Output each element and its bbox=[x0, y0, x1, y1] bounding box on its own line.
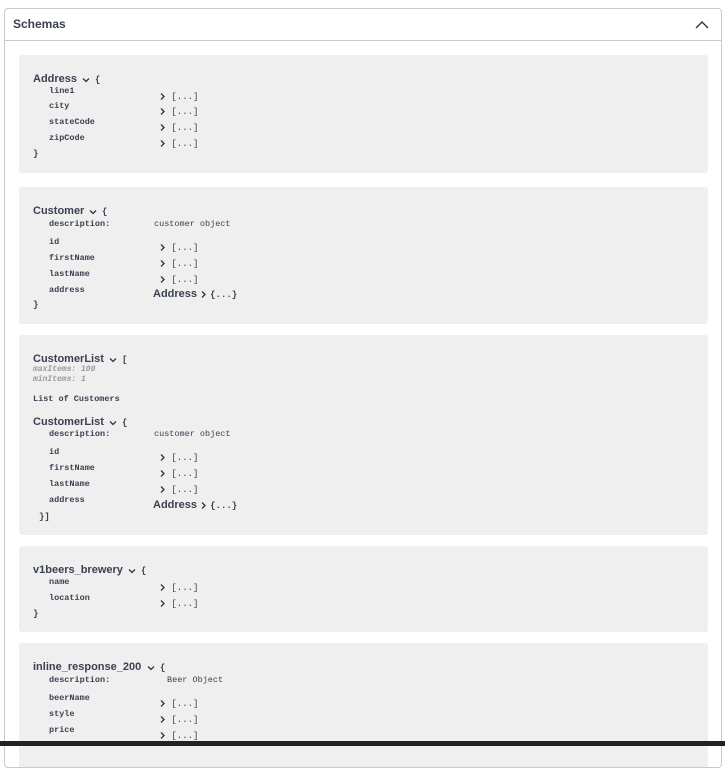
description-label: description: bbox=[49, 675, 111, 685]
prop-lastname: lastName bbox=[49, 479, 90, 489]
expand-city[interactable] bbox=[159, 107, 198, 117]
chevron-right-icon bbox=[159, 244, 166, 251]
expand-firstname[interactable] bbox=[159, 469, 198, 479]
chevron-right-icon bbox=[159, 276, 166, 283]
close-brace-bracket: }] bbox=[39, 512, 50, 522]
prop-beername: beerName bbox=[49, 693, 90, 703]
chevron-right-icon bbox=[159, 470, 166, 477]
expand-location[interactable] bbox=[159, 599, 198, 609]
expand-label: [...] bbox=[171, 243, 199, 253]
chevron-right-icon bbox=[159, 486, 166, 493]
expand-zipcode[interactable] bbox=[159, 139, 198, 149]
chevron-down-icon[interactable] bbox=[109, 419, 117, 427]
close-brace: } bbox=[33, 609, 39, 619]
chevron-right-icon bbox=[200, 291, 207, 298]
expand-price[interactable] bbox=[159, 731, 198, 741]
chevron-right-icon bbox=[159, 140, 166, 147]
expand-label: [...] bbox=[171, 453, 199, 463]
expand-firstname[interactable] bbox=[159, 259, 198, 269]
ref-name: Address bbox=[153, 499, 198, 511]
expand-label: [...] bbox=[171, 469, 199, 479]
model-inline-response-200 bbox=[19, 643, 708, 768]
prop-address: address bbox=[49, 285, 85, 295]
expand-lastname[interactable] bbox=[159, 275, 198, 285]
model-title[interactable]: Customer bbox=[33, 205, 85, 217]
prop-statecode: stateCode bbox=[49, 117, 95, 127]
model-customer bbox=[19, 187, 708, 324]
expand-beername[interactable] bbox=[159, 699, 198, 709]
min-items: minItems: 1 bbox=[33, 375, 86, 384]
model-customerlist bbox=[19, 335, 708, 535]
close-brace: } bbox=[33, 300, 39, 310]
expand-lastname[interactable] bbox=[159, 485, 198, 495]
ref-address[interactable] bbox=[153, 499, 237, 511]
open-brace: { bbox=[160, 663, 166, 673]
description-label: description: bbox=[49, 429, 111, 439]
prop-zipcode: zipCode bbox=[49, 133, 85, 143]
expand-label: [...] bbox=[171, 123, 199, 133]
expand-label: [...] bbox=[171, 583, 199, 593]
schemas-header[interactable] bbox=[5, 9, 721, 41]
expand-label: [...] bbox=[171, 699, 199, 709]
item-title[interactable]: CustomerList bbox=[33, 416, 104, 428]
model-title[interactable]: inline_response_200 bbox=[33, 661, 142, 673]
model-title[interactable]: CustomerList bbox=[33, 353, 104, 365]
prop-price: price bbox=[49, 725, 75, 735]
ref-name: Address bbox=[153, 288, 198, 300]
model-title[interactable]: v1beers_brewery bbox=[33, 564, 123, 576]
prop-firstname: firstName bbox=[49, 463, 95, 473]
open-brace: { bbox=[141, 566, 147, 576]
expand-statecode[interactable] bbox=[159, 123, 198, 133]
open-bracket: [ bbox=[122, 355, 128, 365]
list-description: List of Customers bbox=[33, 394, 120, 404]
description-value: customer object bbox=[154, 219, 231, 229]
prop-address: address bbox=[49, 495, 85, 505]
close-brace: } bbox=[33, 149, 39, 159]
prop-city: city bbox=[49, 101, 70, 111]
expand-label: [...] bbox=[171, 599, 199, 609]
chevron-right-icon bbox=[159, 108, 166, 115]
expand-line1[interactable] bbox=[159, 92, 198, 102]
chevron-down-icon[interactable] bbox=[147, 664, 155, 672]
expand-label: [...] bbox=[171, 275, 199, 285]
chevron-right-icon bbox=[159, 454, 166, 461]
chevron-down-icon[interactable] bbox=[82, 76, 90, 84]
bottom-edge-bar bbox=[0, 741, 725, 746]
chevron-right-icon bbox=[159, 732, 166, 739]
prop-name: name bbox=[49, 577, 70, 587]
prop-firstname: firstName bbox=[49, 253, 95, 263]
ref-expand-label: {...} bbox=[210, 290, 238, 300]
description-value: customer object bbox=[154, 429, 231, 439]
expand-label: [...] bbox=[171, 92, 199, 102]
expand-label: [...] bbox=[171, 731, 199, 741]
open-brace: { bbox=[95, 75, 101, 85]
chevron-right-icon bbox=[200, 502, 207, 509]
model-title[interactable]: Address bbox=[33, 73, 78, 85]
description-label: description: bbox=[49, 219, 111, 229]
open-brace: { bbox=[122, 418, 128, 428]
expand-id[interactable] bbox=[159, 243, 198, 253]
expand-name[interactable] bbox=[159, 583, 198, 593]
expand-label: [...] bbox=[171, 259, 199, 269]
chevron-right-icon bbox=[159, 716, 166, 723]
model-v1beers-brewery bbox=[19, 546, 708, 632]
chevron-right-icon bbox=[159, 600, 166, 607]
open-brace: { bbox=[102, 207, 108, 217]
chevron-right-icon bbox=[159, 260, 166, 267]
chevron-right-icon bbox=[159, 584, 166, 591]
chevron-down-icon[interactable] bbox=[89, 208, 97, 216]
expand-label: [...] bbox=[171, 485, 199, 495]
chevron-right-icon bbox=[159, 700, 166, 707]
prop-id: id bbox=[49, 447, 60, 457]
chevron-down-icon[interactable] bbox=[109, 356, 117, 364]
schemas-section bbox=[4, 8, 722, 768]
expand-label: [...] bbox=[171, 107, 199, 117]
model-address bbox=[19, 55, 708, 173]
expand-id[interactable] bbox=[159, 453, 198, 463]
prop-style: style bbox=[49, 709, 75, 719]
prop-location: location bbox=[49, 593, 90, 603]
prop-lastname: lastName bbox=[49, 269, 90, 279]
expand-label: [...] bbox=[171, 715, 199, 725]
prop-id: id bbox=[49, 237, 60, 247]
ref-address[interactable] bbox=[153, 288, 237, 300]
chevron-right-icon bbox=[159, 93, 166, 100]
prop-line1: line1 bbox=[49, 86, 75, 96]
chevron-up-icon[interactable] bbox=[695, 18, 709, 32]
chevron-down-icon[interactable] bbox=[128, 567, 136, 575]
description-value: Beer Object bbox=[167, 675, 224, 685]
ref-expand-label: {...} bbox=[210, 501, 238, 511]
expand-label: [...] bbox=[171, 139, 199, 149]
expand-style[interactable] bbox=[159, 715, 198, 725]
schemas-title: Schemas bbox=[13, 17, 66, 31]
chevron-right-icon bbox=[159, 124, 166, 131]
max-items: maxItems: 100 bbox=[33, 365, 96, 374]
